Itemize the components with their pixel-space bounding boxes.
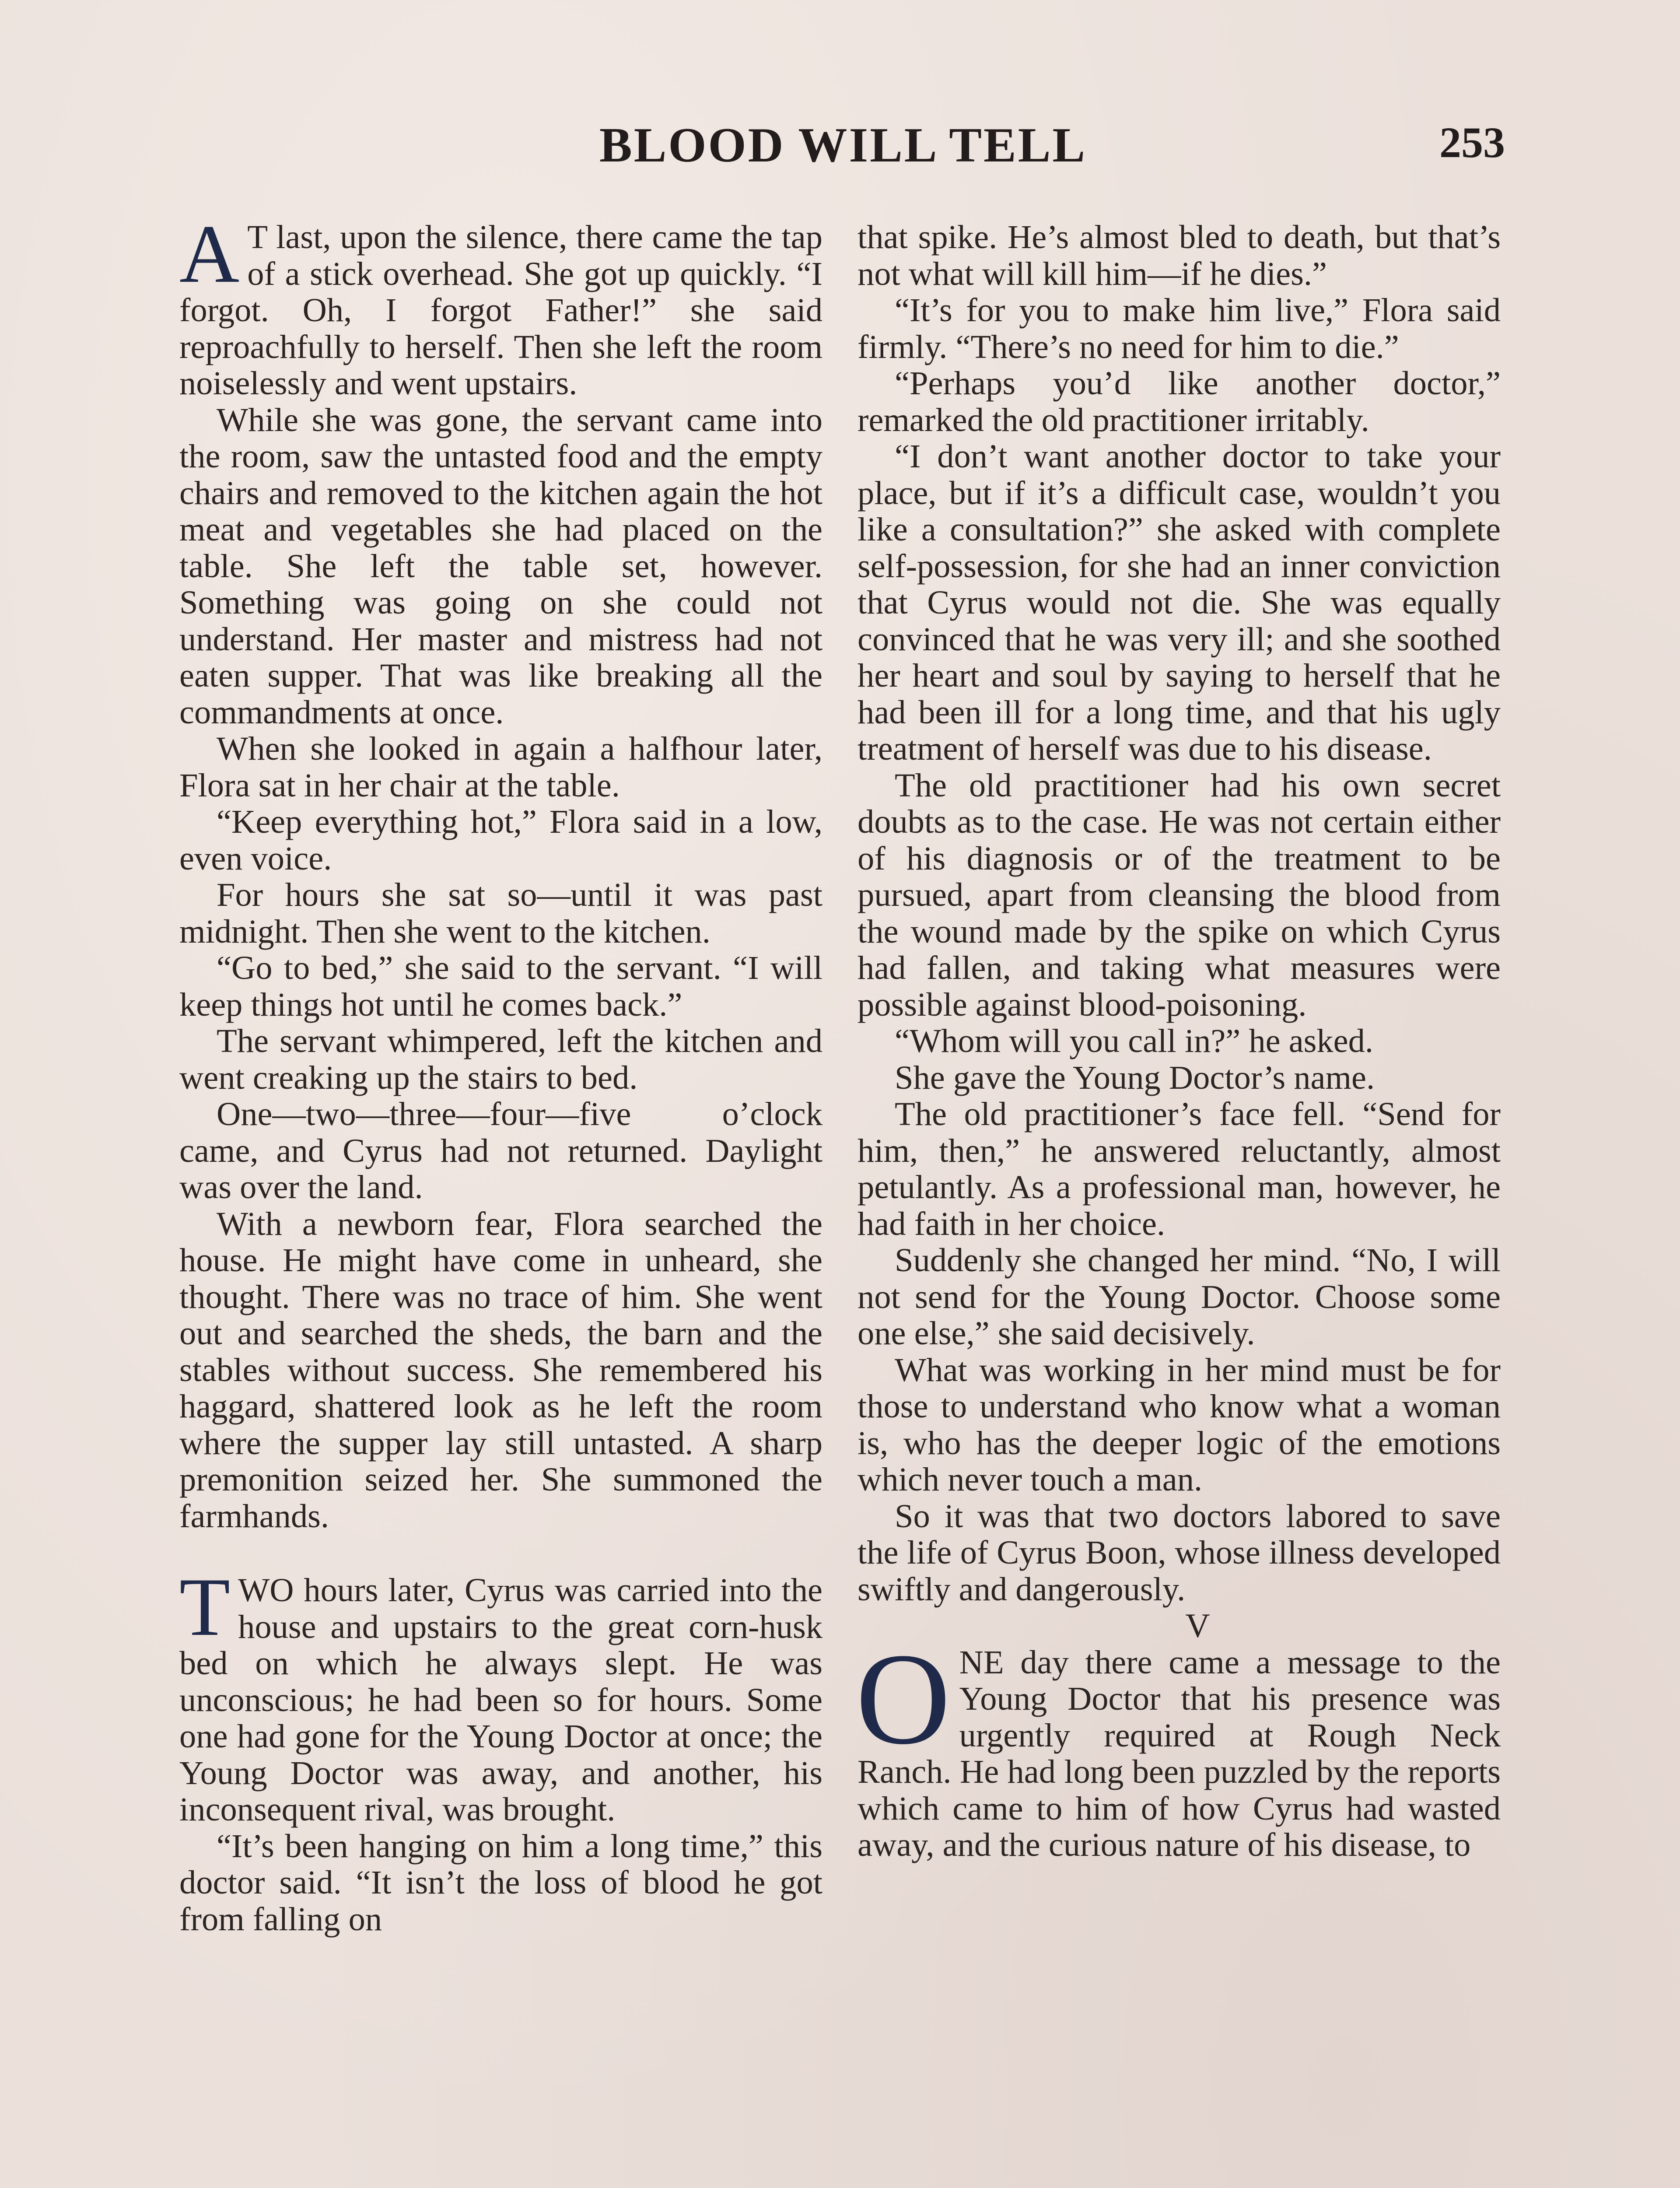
paragraph-text: WO hours later, Cyrus was carried into the house and upstairs to the great corn-husk bed on which he always slept. He was unconscious; he had been so for hours. Some one had gone for the Young Doctor at once; the Young Doctor was away, and another, his inconsequent rival, was brought.: [179, 1571, 822, 1828]
paragraph: She gave the Young Doctor’s name.: [895, 1059, 1375, 1096]
drop-cap: A: [179, 208, 240, 300]
paragraph: “Whom will you call in?” he asked.: [895, 1022, 1374, 1059]
paragraph: [179, 208, 822, 402]
drop-cap: O: [856, 1626, 951, 1771]
right-column: [858, 219, 1501, 1863]
paragraph: “Go to bed,” she said to the servant. “I will keep things hot until he comes back.”: [179, 949, 822, 1023]
drop-cap: T: [179, 1561, 231, 1653]
section-number: V: [1185, 1606, 1210, 1645]
paragraph: What was working in her mind must be for those to understand who know what a woman is, who has the deeper logic of the emotions which never touch a man.: [858, 1351, 1501, 1498]
paragraph: So it was that two doctors labored to save the life of Cyrus Boon, whose illness developed swiftly and dangerously.: [858, 1497, 1501, 1608]
paragraph-text: T last, upon the silence, there came the tap of a stick overhead. She got up quickly. “I forgot. Oh, I forgot Father!” she said reproachfully to herself. Then she left the room noiselessly and went upstairs.: [179, 218, 822, 402]
paragraph: Suddenly she changed her mind. “No, I will not send for the Young Doctor. Choose some one else,” she said decisively.: [858, 1241, 1501, 1352]
page-header: [0, 117, 1680, 174]
paragraph: “It’s been hanging on him a long time,” this doctor said. “It isn’t the loss of blood he got from falling on: [179, 1827, 822, 1938]
paragraph: “I don’t want another doctor to take your place, but if it’s a difficult case, wouldn’t you like a consultation?” she asked with complete self-possession, for she had an inner conviction that Cyrus would not die. She was equally convinced that he was very ill; and she soothed her heart and soul by saying to herself that he had been ill for a long time, and that his ugly treatment of herself was due to his disease.: [858, 438, 1501, 767]
paragraph: The old practitioner had his own secret doubts as to the case. He was not certain either of his diagnosis or of the treatment to be pursued, apart from cleansing the blood from the wound made by the spike on which Cyrus had fallen, and taking what measures were possible against blood-poisoning.: [858, 766, 1501, 1023]
running-title: BLOOD WILL TELL: [599, 118, 1087, 172]
paragraph: For hours she sat so—until it was past midnight. Then she went to the kitchen.: [179, 876, 822, 950]
paragraph: While she was gone, the servant came into the room, saw the untasted food and the empty chairs and removed to the kitchen again the hot meat and vegetables she had placed on the table. She left the table set, however. Something was going on she could not understand. Her master and mistress had not eaten supper. That was like breaking all the commandments at once.: [179, 401, 822, 731]
paragraph: [856, 1626, 1501, 1863]
paragraph: [179, 1561, 822, 1828]
page-number: 253: [1439, 118, 1505, 167]
paragraph: One—two—three—four—five o’clock came, and Cyrus had not returned. Daylight was over the land.: [179, 1095, 822, 1206]
paragraph: “Keep everything hot,” Flora said in a low, even voice.: [179, 803, 822, 877]
paragraph: With a newborn fear, Flora searched the house. He might have come in unheard, she thought. There was no trace of him. She went out and searched the sheds, the barn and the stables without success. She remembered his haggard, shattered look as he left the room where the supper lay still untasted. A sharp premonition seized her. She summoned the farmhands.: [179, 1205, 822, 1535]
section-break: [179, 1534, 822, 1572]
paragraph: The old practitioner’s face fell. “Send for him, then,” he answered reluctantly, almost petulantly. As a professional man, however, he had faith in her choice.: [858, 1095, 1501, 1242]
paragraph: that spike. He’s almost bled to death, but that’s not what will kill him—if he dies.”: [858, 218, 1501, 292]
paragraph: When she looked in again a halfhour later, Flora sat in her chair at the table.: [179, 730, 822, 804]
paragraph: The servant whimpered, left the kitchen and went creaking up the stairs to bed.: [179, 1022, 822, 1096]
paragraph-text: NE day there came a message to the Young Doctor that his presence was urgently required at Rough Neck Ranch. He had long been puzzled by the reports which came to him of how Cyrus had wasted away, and the curious nature of his disease, to: [858, 1643, 1501, 1863]
left-column: [179, 208, 822, 1938]
paragraph: “Perhaps you’d like another doctor,” remarked the old practitioner irritably.: [858, 365, 1501, 438]
paragraph: “It’s for you to make him live,” Flora said firmly. “There’s no need for him to die.”: [858, 291, 1501, 365]
